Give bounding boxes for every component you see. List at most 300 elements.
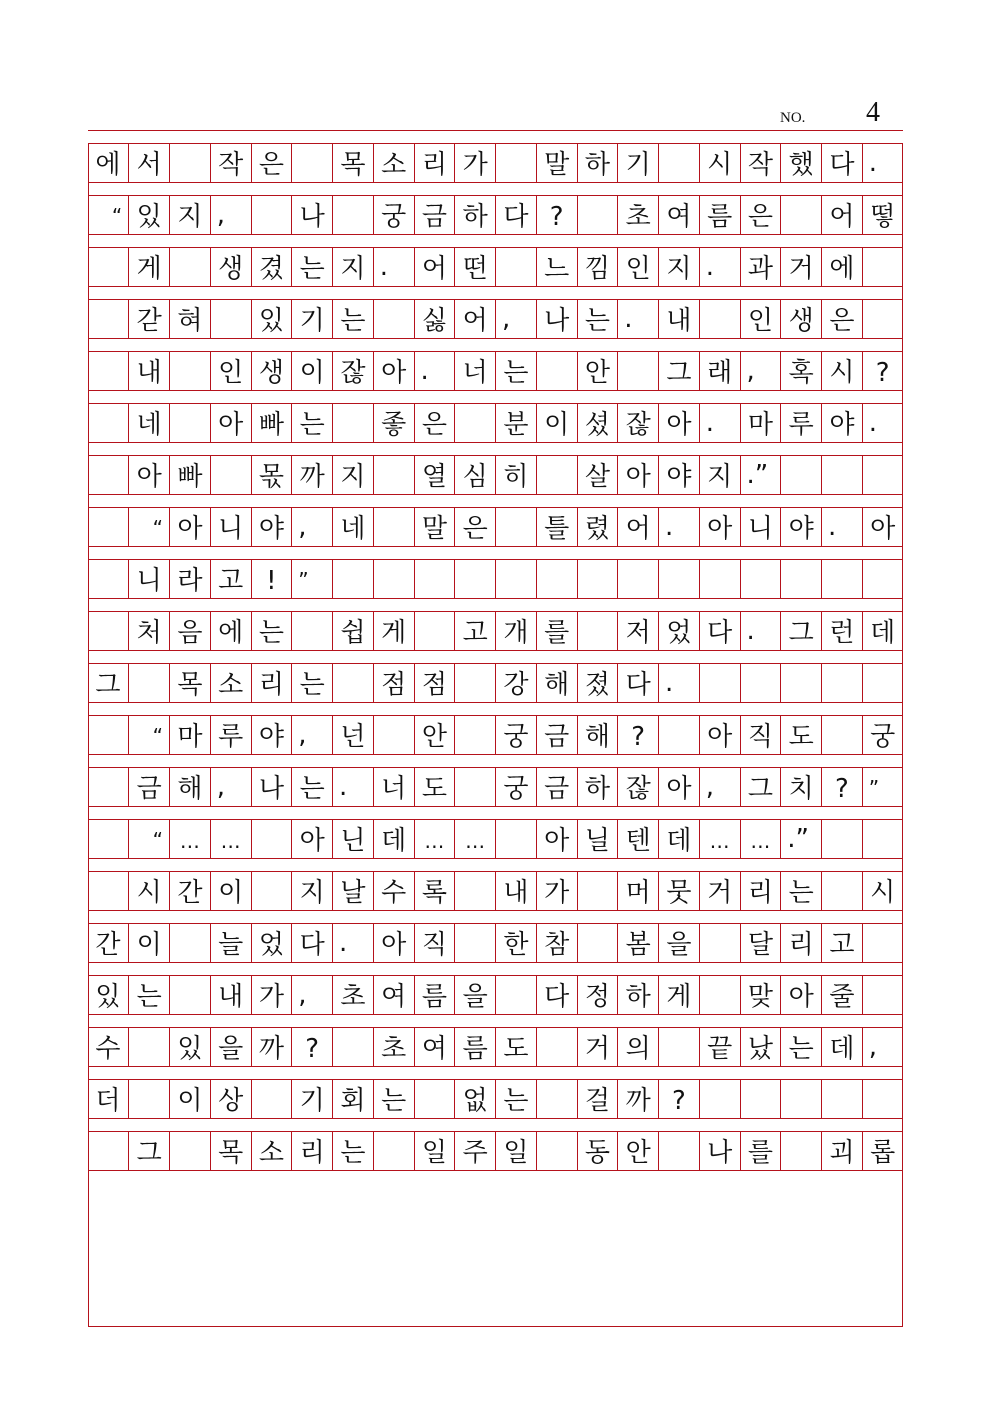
manuscript-cell: 나 [251,768,292,806]
manuscript-cell: 잖 [332,352,373,390]
manuscript-cell: … [454,820,495,858]
manuscript-cell: 하 [577,768,618,806]
manuscript-cell [862,664,903,702]
manuscript-cell: 여 [658,196,699,234]
manuscript-cell: 작 [210,144,251,182]
manuscript-cell: 소 [210,664,251,702]
manuscript-cell [495,508,536,546]
manuscript-cell [699,1080,740,1118]
manuscript-row [88,247,903,287]
manuscript-cell: 봄 [617,924,658,962]
manuscript-cell: 하 [617,976,658,1014]
manuscript-cell: 루 [780,404,821,442]
manuscript-cell: .” [740,456,781,494]
manuscript-cell [577,196,618,234]
manuscript-cell [454,768,495,806]
manuscript-cell: 야 [251,508,292,546]
manuscript-cell [414,560,455,598]
manuscript-cell: 정 [577,976,618,1014]
manuscript-cell [862,456,903,494]
manuscript-cell: 있 [128,196,169,234]
manuscript-cell: 궁 [495,716,536,754]
manuscript-cell: 더 [95,1085,121,1116]
manuscript-cell: 내 [495,872,536,910]
manuscript-cell: 니 [210,508,251,546]
manuscript-cell: 는 [251,612,292,650]
manuscript-cell: 리 [740,872,781,910]
manuscript-cell: 다 [536,976,577,1014]
manuscript-cell [536,1080,577,1118]
manuscript-cell [128,1080,169,1118]
manuscript-cell [88,508,129,546]
manuscript-cell: 아 [658,404,699,442]
manuscript-cell: 있 [95,981,121,1012]
manuscript-cell: … [740,820,781,858]
manuscript-cell: 는 [495,1080,536,1118]
manuscript-cell: 쉽 [332,612,373,650]
manuscript-cell: . [332,768,373,806]
manuscript-cell: 고 [821,924,862,962]
manuscript-cell: 아 [291,820,332,858]
manuscript-cell: . [332,924,373,962]
manuscript-cell: 이 [169,1080,210,1118]
manuscript-cell: 까 [617,1080,658,1118]
manuscript-cell: ? [536,196,577,234]
manuscript-cell: 니 [740,508,781,546]
manuscript-cell [332,196,373,234]
manuscript-cell: 다 [821,144,862,182]
manuscript-cell [536,1028,577,1066]
manuscript-cell: 여 [414,1028,455,1066]
manuscript-cell: 지 [658,248,699,286]
manuscript-cell: 수 [95,1033,121,1064]
manuscript-cell: 틀 [536,508,577,546]
manuscript-cell: 데 [373,820,414,858]
manuscript-cell: 래 [699,352,740,390]
manuscript-cell [88,768,129,806]
manuscript-cell: 강 [495,664,536,702]
manuscript-cell [862,1080,903,1118]
manuscript-cell: 빠 [169,456,210,494]
manuscript-cell: 야 [780,508,821,546]
manuscript-cell: 라 [169,560,210,598]
manuscript-cell: 주 [454,1132,495,1170]
manuscript-cell: 기 [617,144,658,182]
manuscript-cell [780,1080,821,1118]
manuscript-cell: 해 [536,664,577,702]
manuscript-cell: 줄 [821,976,862,1014]
manuscript-cell [88,820,129,858]
manuscript-row [88,195,903,235]
manuscript-cell: 금 [414,196,455,234]
manuscript-cell: ? [617,716,658,754]
manuscript-cell: 걸 [577,1080,618,1118]
manuscript-cell: , [210,768,251,806]
manuscript-cell [373,456,414,494]
manuscript-cell: 는 [332,1132,373,1170]
manuscript-cell: 소 [251,1132,292,1170]
manuscript-cell: 말 [414,508,455,546]
manuscript-cell: 처 [128,612,169,650]
page-number: 4 [866,97,880,128]
manuscript-cell: 달 [740,924,781,962]
manuscript-cell: 점 [414,664,455,702]
manuscript-cell: , [291,508,332,546]
manuscript-grid [88,143,903,1327]
manuscript-cell: 아 [373,352,414,390]
manuscript-cell [291,144,332,182]
manuscript-cell: 잖 [617,768,658,806]
manuscript-cell: 났 [740,1028,781,1066]
manuscript-cell: , [495,300,536,338]
manuscript-cell: 는 [495,352,536,390]
manuscript-cell: 인 [617,248,658,286]
manuscript-cell: 과 [740,248,781,286]
manuscript-cell: 를 [536,612,577,650]
manuscript-cell: 시 [821,352,862,390]
manuscript-row [88,663,903,703]
manuscript-row [88,767,903,807]
manuscript-cell: 아 [699,716,740,754]
manuscript-cell: 가 [251,976,292,1014]
manuscript-cell: 이 [536,404,577,442]
manuscript-cell: 궁 [373,196,414,234]
manuscript-cell [373,1132,414,1170]
manuscript-cell: . [740,612,781,650]
manuscript-cell: , [210,196,251,234]
manuscript-cell: 어 [821,196,862,234]
manuscript-cell: 목 [210,1132,251,1170]
manuscript-cell: 해 [169,768,210,806]
manuscript-cell: 상 [210,1080,251,1118]
manuscript-cell: 회 [332,1080,373,1118]
manuscript-cell: 생 [780,300,821,338]
manuscript-cell: 기 [291,1080,332,1118]
manuscript-cell [128,1028,169,1066]
page-number-label: NO. [780,110,806,126]
manuscript-cell: 열 [414,456,455,494]
manuscript-cell [210,456,251,494]
manuscript-cell: 싫 [414,300,455,338]
manuscript-cell: 게 [373,612,414,650]
manuscript-cell: 까 [251,1028,292,1066]
manuscript-cell [169,404,210,442]
manuscript-cell [373,300,414,338]
manuscript-cell: 거 [780,248,821,286]
manuscript-cell: 그 [780,612,821,650]
manuscript-cell: 가 [536,872,577,910]
manuscript-cell: 그 [658,352,699,390]
manuscript-cell: 름 [454,1028,495,1066]
manuscript-cell: 어 [414,248,455,286]
manuscript-cell: 를 [740,1132,781,1170]
manuscript-cell: 간 [169,872,210,910]
manuscript-cell [210,300,251,338]
manuscript-cell: 뭇 [658,872,699,910]
manuscript-cell: 시 [862,872,903,910]
manuscript-cell: 어 [454,300,495,338]
manuscript-cell: 살 [577,456,618,494]
manuscript-cell: 나 [291,196,332,234]
manuscript-cell: 지 [332,248,373,286]
manuscript-cell: 리 [291,1132,332,1170]
manuscript-cell [88,612,129,650]
manuscript-cell [862,248,903,286]
manuscript-row [88,143,903,183]
manuscript-cell: 하 [577,144,618,182]
manuscript-cell [169,352,210,390]
manuscript-cell [617,560,658,598]
manuscript-cell: 게 [658,976,699,1014]
manuscript-cell: 기 [291,300,332,338]
manuscript-cell: 그 [128,1132,169,1170]
manuscript-cell [495,976,536,1014]
manuscript-cell: 닌 [332,820,373,858]
manuscript-cell: 었 [251,924,292,962]
manuscript-cell: 떤 [454,248,495,286]
manuscript-cell [536,352,577,390]
manuscript-cell: 렸 [577,508,618,546]
manuscript-cell: 을 [658,924,699,962]
manuscript-cell: 아 [128,456,169,494]
manuscript-cell: 데 [821,1028,862,1066]
manuscript-cell: 은 [251,144,292,182]
manuscript-cell [88,300,129,338]
manuscript-cell: “ [128,508,169,546]
manuscript-cell: 은 [740,196,781,234]
manuscript-row [88,1079,903,1119]
manuscript-cell: 은 [454,508,495,546]
manuscript-cell: 작 [740,144,781,182]
manuscript-cell: “ [111,203,123,228]
manuscript-cell [780,560,821,598]
manuscript-cell: ! [251,560,292,598]
manuscript-cell [88,716,129,754]
manuscript-cell: 닐 [577,820,618,858]
manuscript-cell: 리 [414,144,455,182]
manuscript-cell [821,872,862,910]
manuscript-cell [862,300,903,338]
manuscript-cell: 다 [291,924,332,962]
manuscript-cell: 는 [291,404,332,442]
manuscript-cell: 동 [577,1132,618,1170]
manuscript-cell: 혀 [169,300,210,338]
manuscript-cell: 다 [699,612,740,650]
manuscript-cell: 다 [495,196,536,234]
manuscript-cell: 마 [169,716,210,754]
manuscript-cell [658,1028,699,1066]
manuscript-cell: … [699,820,740,858]
manuscript-cell: 졌 [577,664,618,702]
manuscript-cell: 느 [536,248,577,286]
manuscript-cell: 했 [780,144,821,182]
manuscript-cell: 아 [210,404,251,442]
manuscript-cell: ? [658,1080,699,1118]
manuscript-cell: 없 [454,1080,495,1118]
manuscript-cell [658,1132,699,1170]
manuscript-cell: , [862,1028,903,1066]
manuscript-cell [332,1028,373,1066]
manuscript-row [88,507,903,547]
manuscript-cell [821,716,862,754]
manuscript-cell [658,560,699,598]
manuscript-cell: 히 [495,456,536,494]
manuscript-cell: 안 [414,716,455,754]
manuscript-cell: 는 [577,300,618,338]
manuscript-cell: ” [291,560,332,598]
manuscript-cell: 겼 [251,248,292,286]
manuscript-cell [454,924,495,962]
manuscript-cell [128,664,169,702]
manuscript-cell: 고 [210,560,251,598]
manuscript-cell: 말 [536,144,577,182]
manuscript-cell: 하 [454,196,495,234]
manuscript-cell: 록 [414,872,455,910]
manuscript-cell: 아 [699,508,740,546]
manuscript-cell: 늘 [210,924,251,962]
manuscript-cell: 까 [291,456,332,494]
manuscript-cell [251,1080,292,1118]
manuscript-cell [332,664,373,702]
manuscript-cell: 는 [780,1028,821,1066]
manuscript-cell [821,560,862,598]
manuscript-row [88,455,903,495]
manuscript-cell: 이 [291,352,332,390]
manuscript-cell [699,300,740,338]
manuscript-cell: 목 [332,144,373,182]
manuscript-cell: 내 [658,300,699,338]
manuscript-cell: 초 [617,196,658,234]
manuscript-cell: 고 [454,612,495,650]
manuscript-cell: 내 [128,352,169,390]
manuscript-cell: . [414,352,455,390]
manuscript-cell: 나 [536,300,577,338]
manuscript-cell [780,1132,821,1170]
manuscript-cell: ? [821,768,862,806]
manuscript-cell: 데 [862,612,903,650]
manuscript-cell: 개 [495,612,536,650]
manuscript-cell [88,352,129,390]
manuscript-cell [536,1132,577,1170]
manuscript-cell: “ [128,716,169,754]
manuscript-cell: . [862,404,903,442]
manuscript-cell [373,716,414,754]
manuscript-row [88,975,903,1015]
manuscript-cell: 루 [210,716,251,754]
manuscript-row [88,611,903,651]
manuscript-cell: 는 [291,664,332,702]
manuscript-cell: 생 [210,248,251,286]
manuscript-cell: 아 [373,924,414,962]
manuscript-cell: 아 [862,508,903,546]
manuscript-cell: . [617,300,658,338]
manuscript-cell [169,924,210,962]
manuscript-cell: 야 [251,716,292,754]
manuscript-cell: 너 [454,352,495,390]
manuscript-cell: 에 [821,248,862,286]
manuscript-cell [454,664,495,702]
manuscript-cell: 이 [128,924,169,962]
manuscript-cell [658,716,699,754]
manuscript-cell: 텐 [617,820,658,858]
manuscript-cell: 초 [373,1028,414,1066]
manuscript-cell: , [291,716,332,754]
manuscript-cell: 니 [128,560,169,598]
manuscript-cell [169,1132,210,1170]
manuscript-cell: 지 [699,456,740,494]
manuscript-cell [88,1132,129,1170]
manuscript-cell: 낌 [577,248,618,286]
manuscript-cell [251,820,292,858]
manuscript-cell [454,872,495,910]
manuscript-cell: 빠 [251,404,292,442]
manuscript-cell: 는 [780,872,821,910]
manuscript-cell: , [291,976,332,1014]
manuscript-cell: 너 [373,768,414,806]
manuscript-cell: 시 [128,872,169,910]
manuscript-cell: 직 [740,716,781,754]
manuscript-cell: 수 [373,872,414,910]
manuscript-cell: ? [862,352,903,390]
manuscript-row [88,1131,903,1171]
manuscript-cell: 음 [169,612,210,650]
manuscript-cell: 런 [821,612,862,650]
manuscript-cell: 괴 [821,1132,862,1170]
manuscript-cell: 도 [495,1028,536,1066]
manuscript-cell [740,1080,781,1118]
manuscript-cell [332,560,373,598]
manuscript-cell [577,560,618,598]
manuscript-cell [699,664,740,702]
manuscript-cell: 분 [495,404,536,442]
manuscript-cell [740,664,781,702]
manuscript-cell [495,248,536,286]
manuscript-cell: 야 [821,404,862,442]
manuscript-cell: 날 [332,872,373,910]
manuscript-cell [88,248,129,286]
manuscript-cell [699,560,740,598]
manuscript-cell: 가 [454,144,495,182]
manuscript-cell: 목 [169,664,210,702]
manuscript-cell: 아 [617,456,658,494]
manuscript-cell: 몫 [251,456,292,494]
manuscript-cell [536,456,577,494]
manuscript-cell [536,560,577,598]
manuscript-cell: … [169,820,210,858]
manuscript-cell: 참 [536,924,577,962]
manuscript-cell: 아 [780,976,821,1014]
manuscript-cell: 금 [536,716,577,754]
manuscript-cell: 는 [373,1080,414,1118]
manuscript-cell: , [699,768,740,806]
manuscript-cell [780,456,821,494]
manuscript-row [88,871,903,911]
manuscript-cell: . [658,508,699,546]
manuscript-cell: 리 [780,924,821,962]
manuscript-cell [495,560,536,598]
manuscript-cell [821,1080,862,1118]
manuscript-cell: 게 [128,248,169,286]
manuscript-cell [332,404,373,442]
manuscript-cell: 저 [617,612,658,650]
manuscript-cell [862,560,903,598]
manuscript-cell [699,924,740,962]
manuscript-cell: 었 [658,612,699,650]
manuscript-cell [699,976,740,1014]
manuscript-cell [780,664,821,702]
manuscript-cell [577,612,618,650]
manuscript-cell: 름 [699,196,740,234]
